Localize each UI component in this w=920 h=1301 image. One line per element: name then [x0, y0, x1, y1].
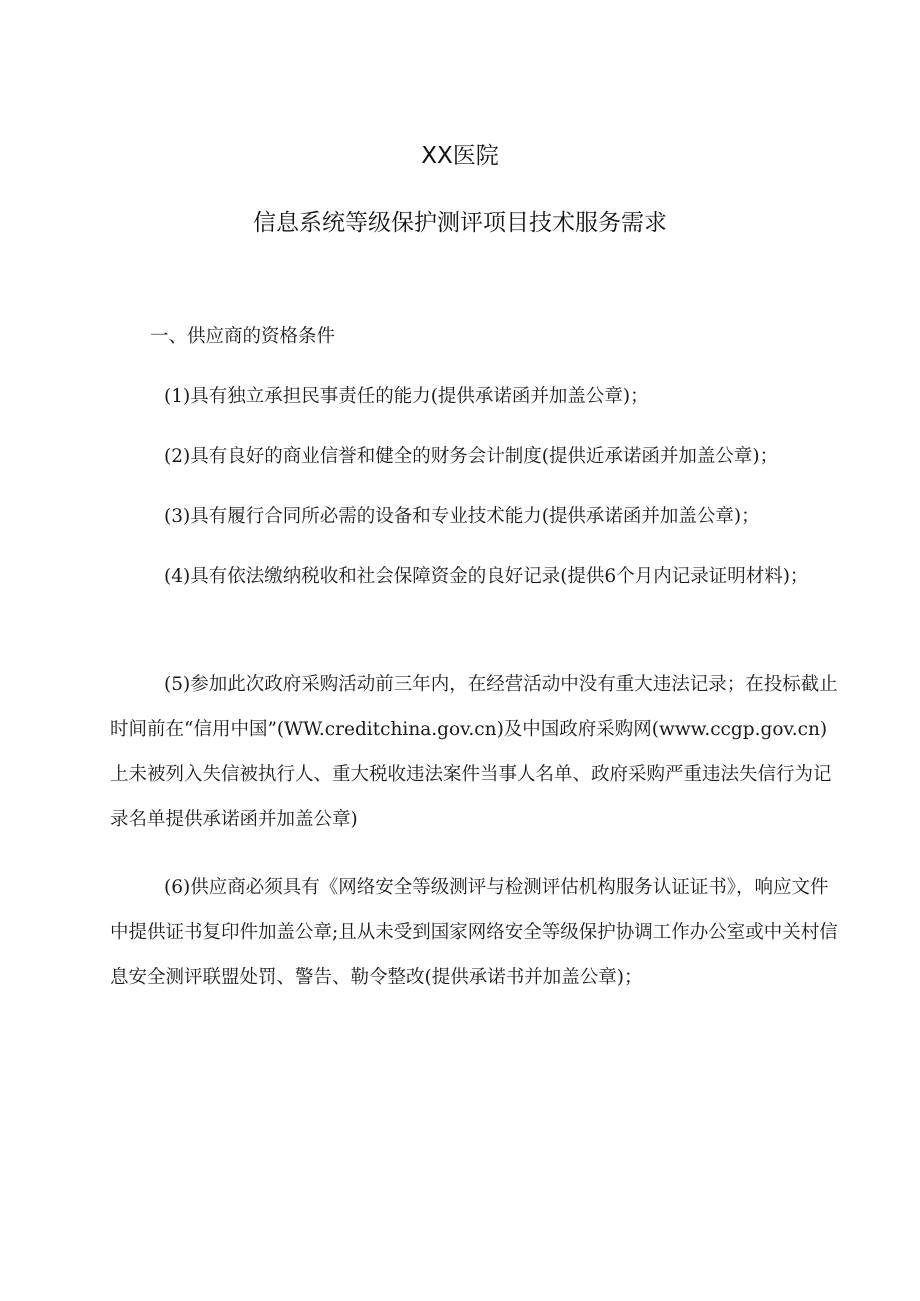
document-title-project: 信息系统等级保护测评项目技术服务需求	[253, 210, 667, 236]
qualification-item-2: (2)具有良好的商业信誉和健全的财务会计制度(提供近承诺函并加盖公章)；	[164, 446, 779, 467]
qualification-item-6: (6)供应商必须具有《网络安全等级测评与检测评估机构服务认证证书》，响应文件中提供证书复印件加盖公章;且从未受到国家网络安全等级保护协调工作办公室或中关村信息安全测评联盟处罚、警告、勒令整改(提供承诺书并加盖公章)；	[110, 877, 838, 988]
qualification-item-1: (1)具有独立承担民事责任的能力(提供承诺函并加盖公章)；	[164, 386, 649, 407]
section-heading-supplier-qualifications: 一、供应商的资格条件	[150, 326, 336, 347]
document-title-hospital: XX医院	[421, 143, 499, 169]
qualification-item-4: (4)具有依法缴纳税收和社会保障资金的良好记录(提供6个月内记录证明材料)；	[164, 566, 809, 587]
qualification-item-3: (3)具有履行合同所必需的设备和专业技术能力(提供承诺函并加盖公章)；	[164, 506, 760, 527]
qualification-item-5: (5)参加此次政府采购活动前三年内，在经营活动中没有重大违法记录；在投标截止时间前在“信用中国”(WW.creditchina.gov.cn)及中国政府采购网(www.ccgp.gov.cn)上未被列入失信被执行人、重大税收违法案件当事人名单、政府采购严重违法失信行为记录名单提供承诺函并加盖公章)	[110, 674, 838, 830]
